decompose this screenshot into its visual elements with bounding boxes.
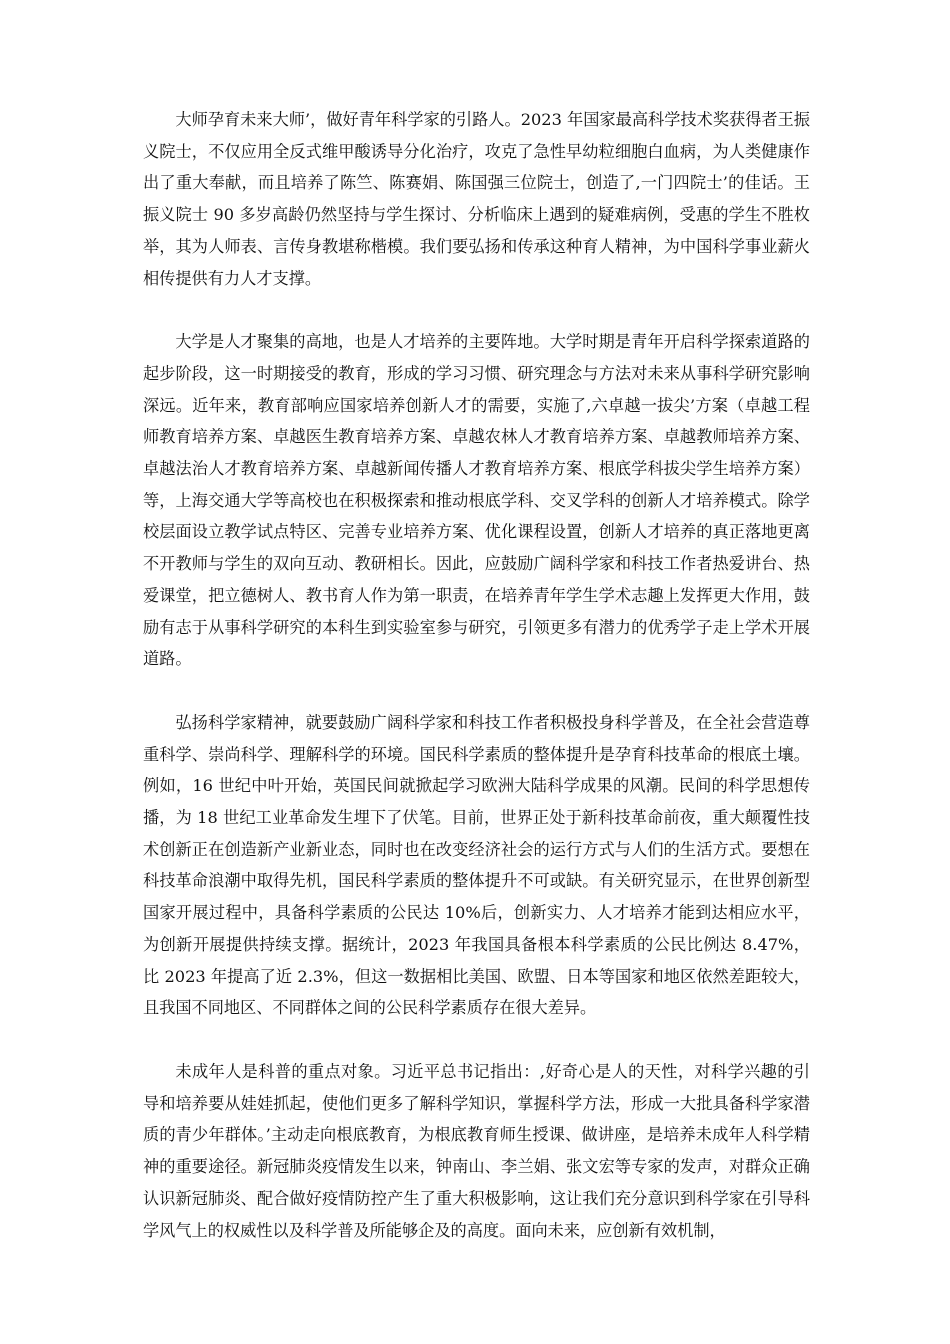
document-body <box>143 104 810 1246</box>
paragraph-science-popularization: 弘扬科学家精神，就要鼓励广阔科学家和科技工作者积极投身科学普及，在全社会营造尊重科学、崇尚科学、理解科学的环境。国民科学素质的整体提升是孕育科技革命的根底土壤。例如，16 世纪中叶开始，英国民间就掀起学习欧洲大陆科学成果的风潮。民间的科学思想传播，为 18 世纪工业革命发生埋下了伏笔。目前，世界正处于新科技革命前夜，重大颠覆性技术创新正在创造新产业新业态，同时也在改变经济社会的运行方式与人们的生活方式。要想在科技革命浪潮中取得先机，国民科学素质的整体提升不可或缺。有关研究显示，在世界创新型国家开展过程中，具备科学素质的公民达 10%后，创新实力、人才培养才能到达相应水平，为创新开展提供持续支撑。据统计，2023 年我国具备根本科学素质的公民比例达 8.47%，比 2023 年提高了近 2.3%，但这一数据相比美国、欧盟、日本等国家和地区依然差距较大，且我国不同地区、不同群体之间的公民科学素质存在很大差异。 <box>143 712 810 1018</box>
paragraph-mentors: 大师孕育未来大师’，做好青年科学家的引路人。2023 年国家最高科学技术奖获得者王振义院士，不仅应用全反式维甲酸诱导分化治疗，攻克了急性早幼粒细胞白血病，为人类健康作出了重大奉献，而且培养了陈竺、陈赛娟、陈国强三位院士，创造了‚一门四院士’的佳话。王振义院士 90 多岁高龄仍然坚持与学生探讨、分析临床上遇到的疑难病例，受惠的学生不胜枚举，其为人师表、言传身教堪称楷模。我们要弘扬和传承这种育人精神，为中国科学事业薪火相传提供有力人才支撑。 <box>143 110 810 288</box>
paragraph-minors: 未成年人是科普的重点对象。习近平总书记指出：‚好奇心是人的天性，对科学兴趣的引导和培养要从娃娃抓起，使他们更多了解科学知识，掌握科学方法，形成一大批具备科学家潜质的青少年群体。’主动走向根底教育，为根底教育师生授课、做讲座，是培养未成年人科学精神的重要途径。新冠肺炎疫情发生以来，钟南山、李兰娟、张文宏等专家的发声，对群众正确认识新冠肺炎、配合做好疫情防控产生了重大积极影响，这让我们充分意识到科学家在引导科学风气上的权威性以及科学普及所能够企及的高度。面向未来，应创新有效机制， <box>143 1061 810 1240</box>
paragraph-universities: 大学是人才聚集的高地，也是人才培养的主要阵地。大学时期是青年开启科学探索道路的起步阶段，这一时期接受的教育，形成的学习习惯、研究理念与方法对未来从事科学研究影响深远。近年来，教育部响应国家培养创新人才的需要，实施了‚六卓越一拔尖’方案（卓越工程师教育培养方案、卓越医生教育培养方案、卓越农林人才教育培养方案、卓越教师培养方案、卓越法治人才教育培养方案、卓越新闻传播人才教育培养方案、根底学科拔尖学生培养方案）等，上海交通大学等高校也在积极探索和推动根底学科、交叉学科的创新人才培养模式。除学校层面设立教学试点特区、完善专业培养方案、优化课程设置，创新人才培养的真正落地更离不开教师与学生的双向互动、教研相长。因此，应鼓励广阔科学家和科技工作者热爱讲台、热爱课堂，把立德树人、教书育人作为第一职责，在培养青年学生学术志趣上发挥更大作用，鼓励有志于从事科学研究的本科生到实验室参与研究，引领更多有潜力的优秀学子走上学术开展道路。 <box>143 332 810 669</box>
